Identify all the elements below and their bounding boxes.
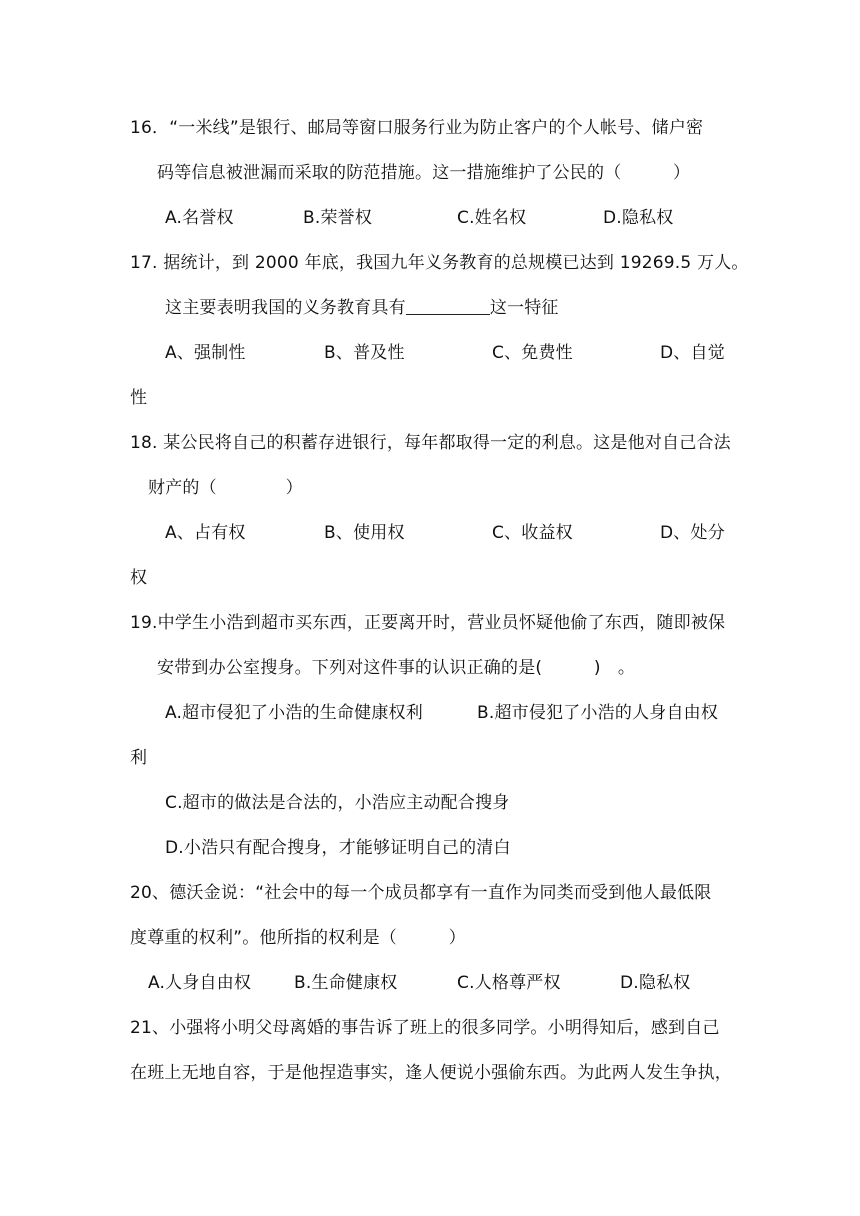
question-19-line-2: 安带到办公室搜身。下列对这件事的认识正确的是( ) 。 bbox=[157, 658, 636, 678]
question-19-option-a: A.超市侵犯了小浩的生命健康权利 bbox=[165, 703, 423, 723]
question-17-wrap: 性 bbox=[130, 388, 148, 408]
question-20-line-2: 度尊重的权利”。他所指的权利是（ ） bbox=[130, 928, 466, 948]
question-19-option-d: D.小浩只有配合搜身，才能够证明自己的清白 bbox=[165, 838, 511, 858]
question-18-option-c: C、收益权 bbox=[492, 523, 573, 543]
question-20-option-c: C.人格尊严权 bbox=[457, 973, 561, 993]
question-19-option-b: B.超市侵犯了小浩的人身自由权 bbox=[477, 703, 719, 723]
question-16-line-1: 16．“一米线”是银行、邮局等窗口服务行业为防止客户的个人帐号、储户密 bbox=[130, 118, 704, 138]
question-19-option-c: C.超市的做法是合法的，小浩应主动配合搜身 bbox=[165, 793, 510, 813]
question-17-option-a: A、强制性 bbox=[165, 343, 246, 363]
question-19-line-1: 19.中学生小浩到超市买东西，正要离开时，营业员怀疑他偷了东西，随即被保 bbox=[130, 613, 726, 633]
question-18-option-a: A、占有权 bbox=[165, 523, 246, 543]
question-20-line-1: 20、德沃金说：“社会中的每一个成员都享有一直作为同类而受到他人最低限 bbox=[130, 883, 712, 903]
question-17-line-2-after-blank: 这一特征 bbox=[489, 298, 559, 318]
question-17-option-d: D、自觉 bbox=[660, 343, 725, 363]
question-20-option-d: D.隐私权 bbox=[620, 973, 691, 993]
question-18-wrap: 权 bbox=[130, 568, 148, 588]
question-16-option-a: A.名誉权 bbox=[165, 208, 234, 228]
question-17-line-2 bbox=[165, 296, 559, 320]
question-20-option-b: B.生命健康权 bbox=[294, 973, 398, 993]
question-16-option-b: B.荣誉权 bbox=[303, 208, 373, 228]
question-17-line-1: 17. 据统计，到 2000 年底，我国九年义务教育的总规模已达到 19269.5 万人。 bbox=[130, 253, 749, 273]
question-16-line-2: 码等信息被泄漏而采取的防范措施。这一措施维护了公民的（ ） bbox=[157, 163, 691, 183]
question-21-line-1: 21、小强将小明父母离婚的事告诉了班上的很多同学。小明得知后，感到自己 bbox=[130, 1018, 720, 1038]
question-16-option-c: C.姓名权 bbox=[457, 208, 527, 228]
question-20-option-a: A.人身自由权 bbox=[148, 973, 252, 993]
question-18-line-1: 18. 某公民将自己的积蓄存进银行，每年都取得一定的利息。这是他对自己合法 bbox=[130, 433, 731, 453]
question-17-option-c: C、免费性 bbox=[492, 343, 573, 363]
question-18-option-b: B、使用权 bbox=[324, 523, 405, 543]
question-17-line-2-before-blank: 这主要表明我国的义务教育具有 bbox=[165, 298, 406, 318]
question-16-option-d: D.隐私权 bbox=[603, 208, 674, 228]
question-21-line-2: 在班上无地自容，于是他捏造事实，逢人便说小强偷东西。为此两人发生争执， bbox=[130, 1063, 732, 1083]
question-19-wrap: 利 bbox=[130, 748, 148, 768]
question-18-option-d: D、处分 bbox=[660, 523, 725, 543]
answer-blank bbox=[406, 296, 490, 315]
question-17-option-b: B、普及性 bbox=[324, 343, 405, 363]
question-18-line-2: 财产的（ ） bbox=[148, 478, 303, 498]
